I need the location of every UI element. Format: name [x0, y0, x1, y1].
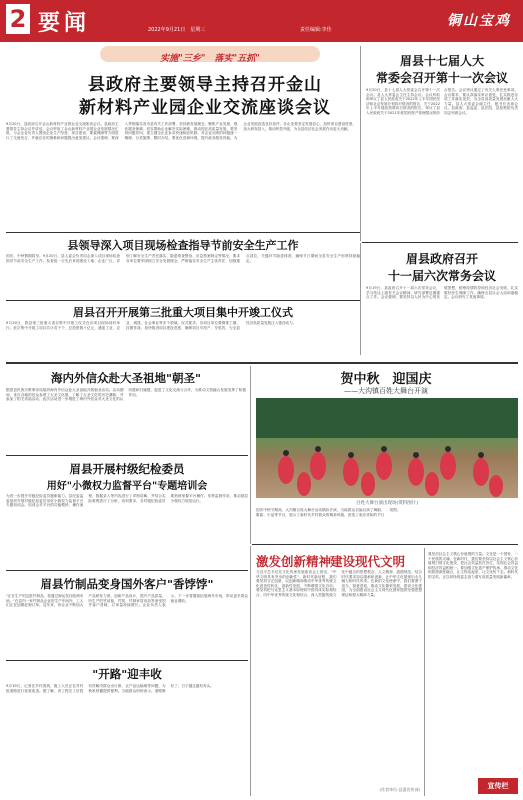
date-line: 2022年9月21日 星期三: [148, 27, 206, 33]
inspect-article-body: 国庆、中秋假期将至。9月20日，县人委会负责同志深入项目现场检查指导节前安全生产工作。检查组一行先后来到建设工地、企业厂区，详细了解安全生产责任落实、隐患排查整治、应急预案制定等情况，要求各单位要牢固树立安全发展理念，严格落实安全生产主体责任，加强重点部位、关键环节隐患排查，确保节日期间全县安全生产形势持续稳定。: [6, 254, 360, 263]
civ-headline-line2: 建设现代文明: [330, 554, 406, 569]
xiangpin-headline: 眉县竹制品变身国外客户"香饽饽": [40, 577, 214, 591]
congress-article-body: 9月20日，县十七届人大常委会召开第十一次会议。县人大常委会主任主持会议。会议听取和审议了县人民政府关于2022年上半年国民经济和社会发展计划执行情况的报告、关于2022年上半年财政预算执行情况的报告，审议了县人民政府关于2021年度国有资产管理情况的综合报告。会议审议通过了有关人事任免事项。会议要求，要认真落实审议意见，扎实推进各项工作落实见效，为全县高质量发展贡献人大力量。县人大常委会副主任、秘书长出席会议。县政府、县监委、县法院、县检察院负责同志列席会议。: [366, 88, 518, 115]
harvest-subtitle: ——大沟镇百姓大舞台开演: [344, 387, 428, 395]
supervision-headline-line1: 眉县开展村级纪检委员: [69, 462, 185, 476]
civ-article-body: 习近平总书记在文化传承发展座谈会上指出，"中华文明具有突出的创新性"。新时代新征程，我们要坚持守正创新，以创新精神推动中华优秀传统文化创造性转化、创新性发展，不断增强文化自信。要坚持把马克思主义基本原理同中国具体实际相结合、同中华优秀传统文化相结合，深入挖掘传统文化中蕴含的思想观念、人文精神、道德规范，结合时代要求加以继承和创新，让中华文化展现出永久魅力和时代风采。在新的文化使命中，我们要勇于担当、锐意进取，推动文化繁荣发展，建设文化强国，为全面建设社会主义现代化国家提供坚强思想保证和强大精神力量。: [256, 570, 422, 597]
section-name: 要闻: [38, 10, 91, 36]
main-headline-line1: 县政府主要领导主持召开金山: [88, 75, 322, 95]
civ-byline: (作者单位:县委宣传部): [379, 787, 420, 792]
overseas-headline: 海内外信众赴大圣祖地"朝圣": [51, 371, 201, 385]
banner-text: 实施"三乡" 落实"五抓": [160, 54, 260, 64]
kaimen-headline: "开路"迎丰收: [92, 667, 162, 681]
kaimen-article-body: 9月19日，记者在乡村看到，施工人员正在对村组道路进行拓宽改造。据了解，该工程完工后将有效解决群众出行难、农产品运输难等问题，为秋收秋播提供便利。当地群众纷纷表示，道路修好了，日子越过越有奔头。: [6, 684, 214, 693]
paper-logo: 铜山宝鸡: [447, 13, 511, 29]
inspect-headline: 县领导深入项目现场检查指导节前安全生产工作: [67, 239, 299, 252]
civ-headline-line1: 激发创新精神: [256, 554, 332, 569]
main-headline-line2: 新材料产业园企业交流座谈会议: [79, 98, 331, 118]
xiangpin-article-body: "正在生产的这批竹制品，将通过海运发往欧洲市场。"在县内一家竹制品企业的生产车间内，工人们正在加紧赶制订单。近年来，该企业不断加大产品研发力度，创新产品设计，提升产品质量，所生产的竹砧板、竹筷、竹制家居用品等深受国外客户青睐，订单量持续增长。企业负责人表示，下一步将继续拓展海外市场，带动更多群众就业增收。: [6, 594, 248, 608]
supervision-headline-line2: 用好"小微权力监督平台"专题培训会: [46, 481, 208, 492]
feature-stamp: 宣传栏: [478, 778, 518, 794]
masthead: [0, 0, 523, 42]
feature-article-body: 我坚信社会主义核心价值观的力量。文化是一个国家、一个民族的灵魂。在新时代，我们要坚持以社会主义核心价值观引领文化建设，把社会效益放在首位，实现社会效益和经济效益相统一。要加强文化遗产保护传承，推动文化和旅游深度融合，让文物活起来、让文化传下去。新时代的宝鸡，正以昂扬的姿态奋力谱写高质量发展新篇章。: [428, 552, 518, 579]
event3-article-body: 9月20日，我县第三批重大项目集中开竣工仪式在各项目现场同时举行。此次集中开竣工项目共计若干个，总投资数十亿元，涵盖工业、农业、城建、社会事业等多个领域。仪式要求，各项目单位要倒排工期、挂图作战，加快推进项目建设进度，确保项目早投产、早见效，为全县经济高质量发展注入强劲动力。: [6, 321, 297, 330]
editor-line: 责任编辑:李佳: [300, 27, 332, 33]
govmeet-article-body: 9月19日，县政府召开十一届六次常务会议，学习传达上级有关会议精神，研究部署近期重点工作。会议强调，要坚持以人民为中心的发展思想，统筹疫情防控和经济社会发展，扎实做好民生保障工作，确保全县社会大局和谐稳定。会议研究了其他事项。: [366, 286, 518, 300]
congress-headline-line1: 眉县十七届人大: [399, 54, 484, 68]
event3-headline: 眉县召开开展第三批重大项目集中开竣工仪式: [73, 306, 293, 319]
photo-caption: 百姓大舞台演出现场(资料图片): [355, 501, 418, 506]
banner: [100, 46, 320, 62]
govmeet-headline-line1: 眉县政府召开: [405, 252, 478, 266]
harvest-headline: 贺中秋 迎国庆: [340, 372, 432, 387]
main-article-body: 9月20日，县政府召开金山新材料产业园企业交流座谈会议。县政府主要领导主持会议并讲话。会议听取了金山新材料产业园企业发展情况汇报，与会企业负责人围绕企业生产经营、项目建设、要素保障等方面进行了交流发言，并就存在的困难和问题提出意见建议。会议强调，要深入贯彻落实省市县有关工作部署，坚持新发展理念，聚焦产业发展，强化服务保障，切实帮助企业解决实际困难，推动园区高质量发展。要坚持问题导向，建立健全企业诉求快速响应机制，对企业反映的问题逐一梳理、分类施策、限时办结。要优化营商环境，提升政务服务效能，为企业发展创造良好条件。各企业要坚定发展信心，加快项目建设进度，加大研发投入，推动转型升级，为全县经济社会发展作出更大贡献。: [6, 122, 356, 140]
dancers-illustration: [256, 398, 518, 498]
govmeet-headline-line2: 十一届六次常务会议: [387, 269, 496, 283]
supervision-article-body: 为进一步提升村级纪检委员履职能力，县纪委监委组织开展村级纪检委员用好小微权力监督平台专题培训会。培训会对平台的功能模块、操作流程、数据录入等内容进行了详细讲解，并结合实际案例进行了分析。培训要求，各村级纪检委员要熟练掌握平台操作，发挥监督作用，推动基层小微权力规范运行。: [6, 494, 248, 508]
stage-photo: [256, 398, 518, 498]
congress-headline-line2: 常委会召开第十一次会议: [375, 71, 508, 85]
harvest-article-body: 国庆中秋节期间，大沟镇百姓大舞台活动精彩开演，当地群众自编自演了舞蹈、歌曲、小品等节目，展示了新时代乡村群众的精神风貌，营造了欢乐祥和的节日氛围。: [256, 508, 401, 517]
page-number: 2: [6, 4, 30, 34]
overseas-article-body: 据悉县民族宗教事务局组织海内外信众赴大圣祖地开展朝圣活动。活动期间，来自各地的信众参观了大圣文化展，了解了大圣文化的历史渊源，并参加了相关祈福活动。此次活动进一步增进了海内外信众对大圣文化的认同感和归属感，促进了文化交流与合作，为推动文旅融合发展发挥了积极作用。: [6, 388, 246, 402]
